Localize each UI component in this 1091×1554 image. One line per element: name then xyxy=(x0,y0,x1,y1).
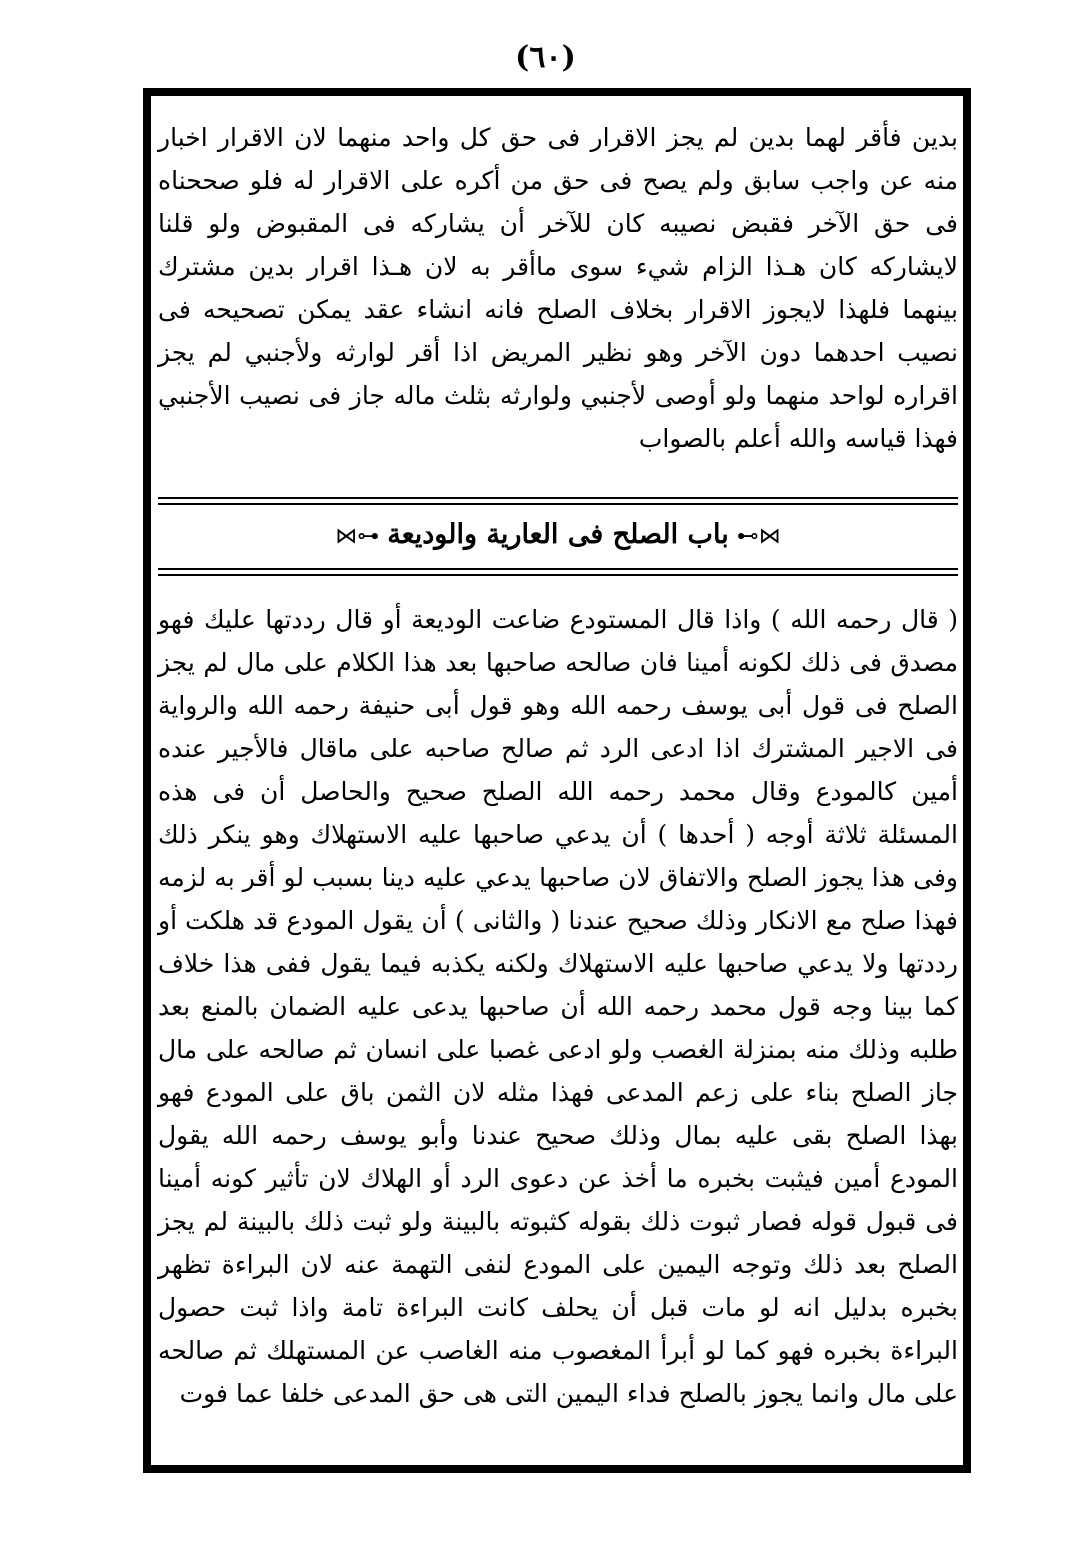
bottom-text-block xyxy=(158,598,958,1415)
page-number: (٦٠) xyxy=(515,40,576,75)
divider-bottom-2 xyxy=(158,574,958,576)
chapter-title: باب الصلح فى العارية والوديعة xyxy=(387,519,729,550)
chapter-heading xyxy=(158,512,958,560)
divider-top-2 xyxy=(158,503,958,505)
ornament-left-icon: ⊷⋈ xyxy=(335,524,380,549)
divider-bottom-1 xyxy=(158,568,958,570)
top-paragraph: بدين فأقر لهما بدين لم يجز الاقرار فى حق كل واحد منهما لان الاقرار اخبار منه عن واجب سابق ولم يصح فى حق من أكره على الاقرار له فلو صححناه فى حق الآخر فقبض نصيبه كان للآخر أن يشاركه فى المقبوض ولو قلنا لايشاركه كان هـذا الزام شيء سوى ماأقر به لان هـذا اقرار بدين مشترك بينهما فلهذا لايجوز الاقرار بخلاف الصلح فانه انشاء عقد يمكن تصحيحه فى نصيب احدهما دون الآخر وهو نظير المريض اذا أقر لوارثه ولأجنبي لم يجز اقراره لواحد منهما ولو أوصى لأجنبي ولوارثه بثلث ماله جاز فى نصيب الأجنبي فهذا قياسه والله أعلم بالصواب xyxy=(158,123,958,453)
top-text-block xyxy=(158,116,958,460)
ornament-right-icon: ⋈⊶ xyxy=(736,524,781,549)
bottom-paragraph: ( قال رحمه الله ) واذا قال المستودع ضاعت الوديعة أو قال رددتها عليك فهو مصدق فى ذلك لكونه أمينا فان صالحه صاحبها بعد هذا الكلام على مال لم يجز الصلح فى قول أبى يوسف رحمه الله وهو قول أبى حنيفة رحمه الله والرواية فى الاجير المشترك اذا ادعى الرد ثم صالح صاحبه على ماقال فالأجير عنده أمين كالمودع وقال محمد رحمه الله الصلح صحيح والحاصل أن فى هذه المسئلة ثلاثة أوجه ( أحدها ) أن يدعي صاحبها عليه الاستهلاك وهو ينكر ذلك وفى هذا يجوز الصلح والاتفاق لان صاحبها يدعي عليه دينا بسبب لو أقر به لزمه فهذا صلح مع الانكار وذلك صحيح عندنا ( والثانى ) أن يقول المودع قد هلكت أو رددتها ولا يدعي صاحبها عليه الاستهلاك ولكنه يكذبه فيما يقول ففى هذا خلاف كما بينا وجه قول محمد رحمه الله أن صاحبها يدعى عليه الضمان بالمنع بعد طلبه وذلك منه بمنزلة الغصب ولو ادعى غصبا على انسان ثم صالحه على مال جاز الصلح بناء على زعم المدعى فهذا مثله لان الثمن باق على المودع فهو بهذا الصلح بقى عليه بمال وذلك صحيح عندنا وأبو يوسف رحمه الله يقول المودع أمين فيثبت بخبره ما أخذ عن دعوى الرد أو الهلاك لان تأثير كونه أمينا فى قبول قوله فصار ثبوت ذلك بقوله كثبوته بالبينة ولو ثبت ذلك بالبينة لم يجز الصلح بعد ذلك وتوجه اليمين على المودع لنفى التهمة عنه لان البراءة تظهر بخبره بدليل انه لو مات قبل أن يحلف كانت البراءة تامة واذا ثبت حصول البراءة بخبره فهو كما لو أبرأ المغصوب منه الغاصب عن المستهلك ثم صالحه على مال وانما يجوز بالصلح فداء اليمين التى هى حق المدعى خلفا عما فوت xyxy=(158,605,958,1408)
divider-top-1 xyxy=(158,497,958,499)
